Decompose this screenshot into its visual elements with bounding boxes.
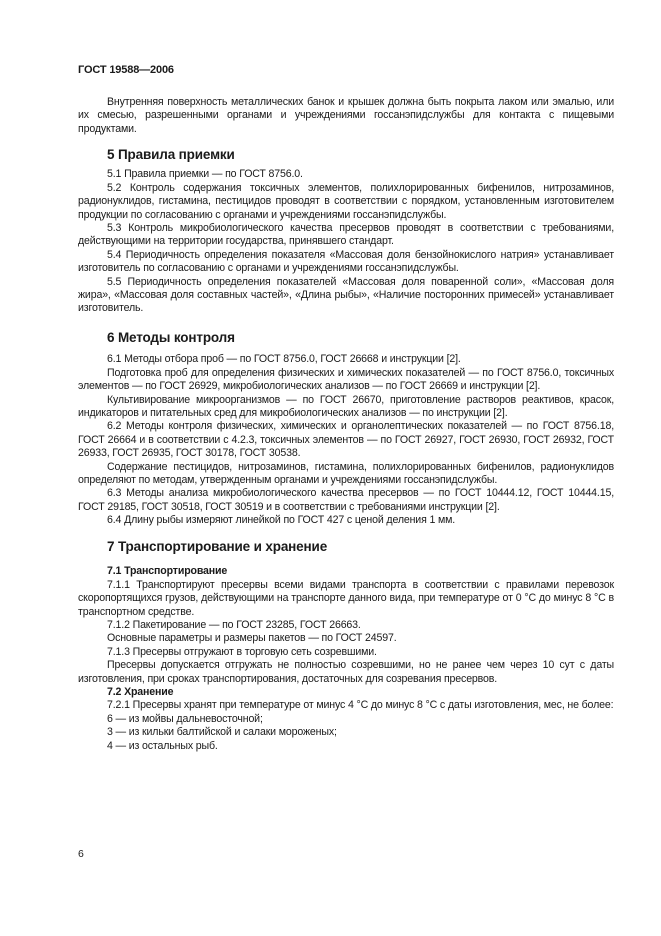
paragraph: 7.1.1 Транспортируют пресервы всеми видами транспорта в соответствии с правилами перевозок скоропортящихся грузов, действующими на транспорте данного вида, при температуре от 0 °С до минус 8 °С в транспортном средстве. xyxy=(78,578,614,618)
section-6 xyxy=(78,331,614,528)
paragraph: Подготовка проб для определения физических и химических показателей — по ГОСТ 8756.0, токсичных элементов — по ГОСТ 26929, микробиологических анализов — по ГОСТ 26669 и инструкции [2]. xyxy=(78,366,614,393)
document-header: ГОСТ 19588—2006 xyxy=(78,64,174,76)
paragraph: 5.5 Периодичность определения показателей «Массовая доля поваренной соли», «Массовая доля жира», «Массовая доля составных частей», «Длина рыбы», «Наличие посторонних примесей» устанавливает изготовитель. xyxy=(78,275,614,315)
list-item: 3 — из кильки балтийской и салаки мороженых; xyxy=(107,726,337,739)
list-item: 6 — из мойвы дальневосточной; xyxy=(107,712,263,725)
list-item: 4 — из остальных рыб. xyxy=(107,739,218,752)
paragraph: 5.4 Периодичность определения показателя «Массовая доля бензойнокислого натрия» устанавливает изготовитель по согласованию с органами и учреждениями госсанэпидслужбы. xyxy=(78,248,614,275)
paragraph: Пресервы допускается отгружать не полностью созревшими, но не ранее чем через 10 сут с даты изготовления, при сроках транспортирования, достаточных для созревания пресервов. xyxy=(78,659,614,685)
paragraph: 7.2.1 Пресервы хранят при температуре от минус 4 °С до минус 8 °С с даты изготовления, мес, не более: xyxy=(107,699,614,712)
section-heading: 7 Транспортирование и хранение xyxy=(107,539,328,554)
paragraph: Культивирование микроорганизмов — по ГОСТ 26670, приготовление растворов реактивов, красок, индикаторов и питательных сред для микробиологических анализов — по инструкции [2]. xyxy=(78,393,614,420)
paragraph: 6.3 Методы анализа микробиологического качества пресервов — по ГОСТ 10444.12, ГОСТ 10444.15, ГОСТ 29185, ГОСТ 30518, ГОСТ 30519 и в соответствии с требованиями инструкции [2]. xyxy=(78,487,614,513)
section-heading: 5 Правила приемки xyxy=(107,147,235,162)
page-number: 6 xyxy=(78,848,84,860)
paragraph: 5.3 Контроль микробиологического качества пресервов проводят в соответствии с требованиями, действующими на территории государства, принявшего стандарт. xyxy=(78,222,614,248)
subsection-heading: 7.1 Транспортирование xyxy=(107,565,228,578)
paragraph: Основные параметры и размеры пакетов — по ГОСТ 24597. xyxy=(107,632,397,645)
paragraph: 6.1 Методы отбора проб — по ГОСТ 8756.0, ГОСТ 26668 и инструкции [2]. xyxy=(107,353,461,366)
paragraph: 5.2 Контроль содержания токсичных элементов, полихлорированных бифенилов, нитрозаминов, радионуклидов, гистамина, пестицидов проводят в соответствии с порядком, установленным изготовителем продукции по согласованию с органами и учреждениями госсанэпидслужбы. xyxy=(78,181,614,221)
paragraph: 6.2 Методы контроля физических, химических и органолептических показателей — по ГОСТ 8756.18, ГОСТ 26664 и в соответствии с 4.2.3, токсичных элементов — по ГОСТ 26927, ГОСТ 26930, ГОСТ 26932, ГОСТ 26933, ГОСТ 26935, ГОСТ 30178, ГОСТ 30538. xyxy=(78,420,614,460)
paragraph: Содержание пестицидов, нитрозаминов, гистамина, полихлорированных бифенилов, радионуклидов определяют по методам, утвержденным органами и учреждениями госсанэпидслужбы. xyxy=(78,460,614,487)
section-5 xyxy=(78,148,614,316)
section-heading: 6 Методы контроля xyxy=(107,330,235,345)
paragraph: Внутренняя поверхность металлических банок и крышек должна быть покрыта лаком или эмалью, или их смесью, разрешенными органами и учреждениями госсанэпидслужбы для контакта с пищевыми продуктами. xyxy=(78,96,614,135)
section-7 xyxy=(78,540,614,753)
subsection-heading: 7.2 Хранение xyxy=(107,686,174,699)
paragraph: 5.1 Правила приемки — по ГОСТ 8756.0. xyxy=(107,168,303,181)
paragraph: 6.4 Длину рыбы измеряют линейкой по ГОСТ 427 с ценой деления 1 мм. xyxy=(107,514,456,527)
paragraph: 7.1.3 Пресервы отгружают в торговую сеть созревшими. xyxy=(107,645,377,658)
intro-block xyxy=(78,96,614,136)
paragraph: 7.1.2 Пакетирование — по ГОСТ 23285, ГОСТ 26663. xyxy=(107,619,361,632)
